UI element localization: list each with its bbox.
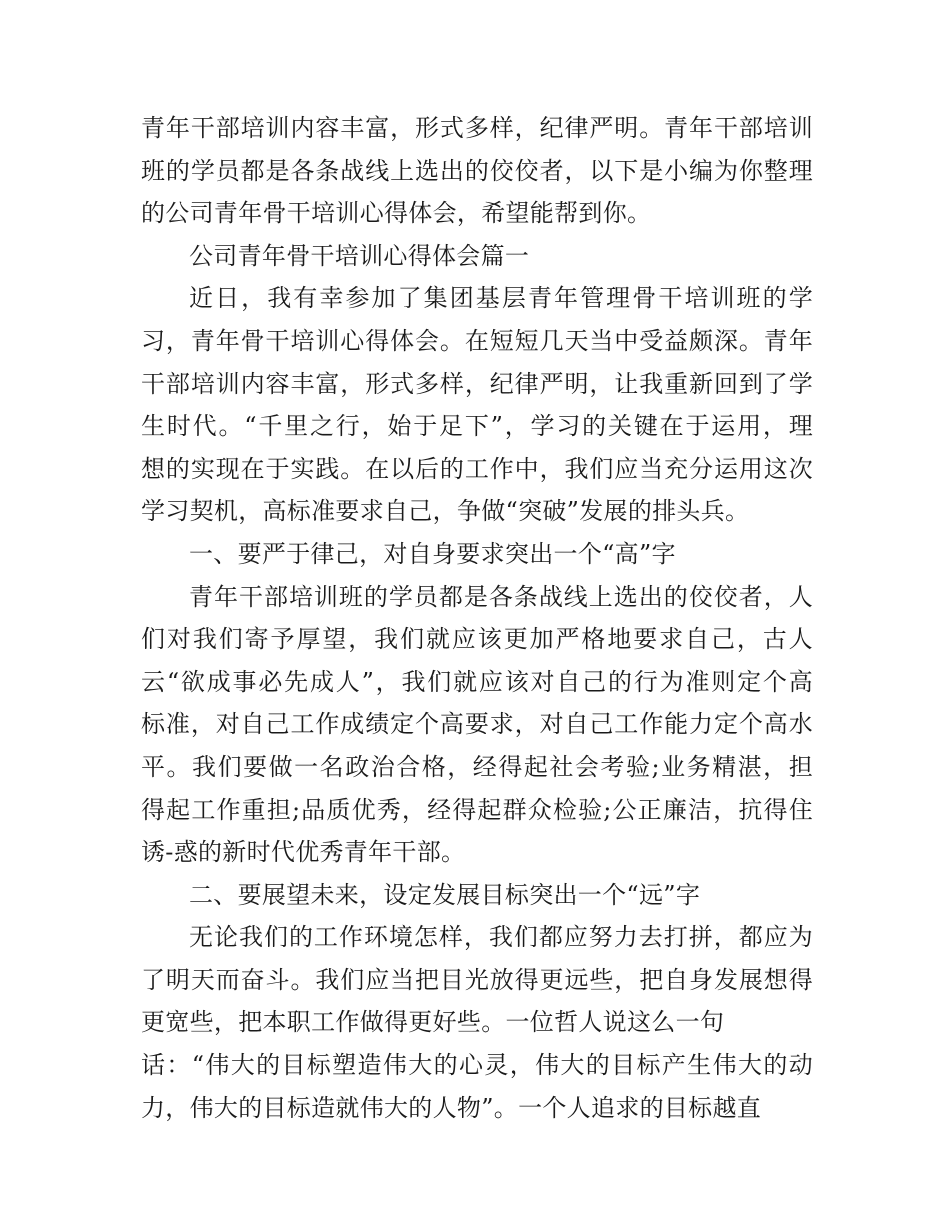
text-line: 学习契机，高标准要求自己，争做“突破”发展的排头兵。: [141, 497, 750, 526]
text-line: 更宽些，把本职工作做得更好些。一位哲人说这么一句: [141, 1008, 725, 1037]
text-line: 了明天而奋斗。我们应当把目光放得更远些，把自身发展想得: [141, 965, 813, 994]
text-line: 力，伟大的目标造就伟大的人物”。一个人追求的目标越直: [141, 1093, 762, 1122]
section-heading: 一、要严于律己，对自身要求突出一个“高”字: [189, 539, 676, 568]
section-title: 公司青年骨干培训心得体会篇一: [189, 241, 530, 270]
text-line: 无论我们的工作环境怎样，我们都应努力去打拼，都应为: [189, 923, 813, 952]
text-line: 班的学员都是各条战线上选出的佼佼者，以下是小编为你整理: [141, 156, 813, 185]
text-line: 近日，我有幸参加了集团基层青年管理骨干培训班的学: [189, 284, 813, 313]
text-line: 平。我们要做一名政治合格，经得起社会考验;业务精湛，担: [141, 752, 813, 781]
text-line: 云“欲成事必先成人”，我们就应该对自己的行为准则定个高: [141, 667, 813, 696]
text-line: 青年干部培训班的学员都是各条战线上选出的佼佼者，人: [189, 582, 813, 611]
text-line: 标准，对自己工作成绩定个高要求，对自己工作能力定个高水: [141, 710, 813, 739]
text-line: 青年干部培训内容丰富，形式多样，纪律严明。青年干部培训: [141, 114, 813, 142]
text-line: 习，青年骨干培训心得体会。在短短几天当中受益颇深。青年: [141, 326, 813, 355]
text-line: 的公司青年骨干培训心得体会，希望能帮到你。: [141, 199, 652, 228]
text-line: 干部培训内容丰富，形式多样，纪律严明，让我重新回到了学: [141, 369, 813, 398]
text-line: 得起工作重担;品质优秀，经得起群众检验;公正廉洁，抗得住: [141, 795, 813, 824]
text-line: 生时代。“千里之行，始于足下”，学习的关键在于运用，理: [141, 412, 813, 441]
text-line: 话：“伟大的目标塑造伟大的心灵，伟大的目标产生伟大的动: [141, 1051, 813, 1080]
text-line: 诱-惑的新时代优秀青年干部。: [141, 838, 466, 867]
section-heading: 二、要展望未来，设定发展目标突出一个“远”字: [189, 880, 701, 909]
document-body: [141, 107, 813, 1129]
text-line: 们对我们寄予厚望，我们就应该更加严格地要求自己，古人: [141, 625, 813, 654]
text-line: 想的实现在于实践。在以后的工作中，我们应当充分运用这次: [141, 454, 813, 483]
